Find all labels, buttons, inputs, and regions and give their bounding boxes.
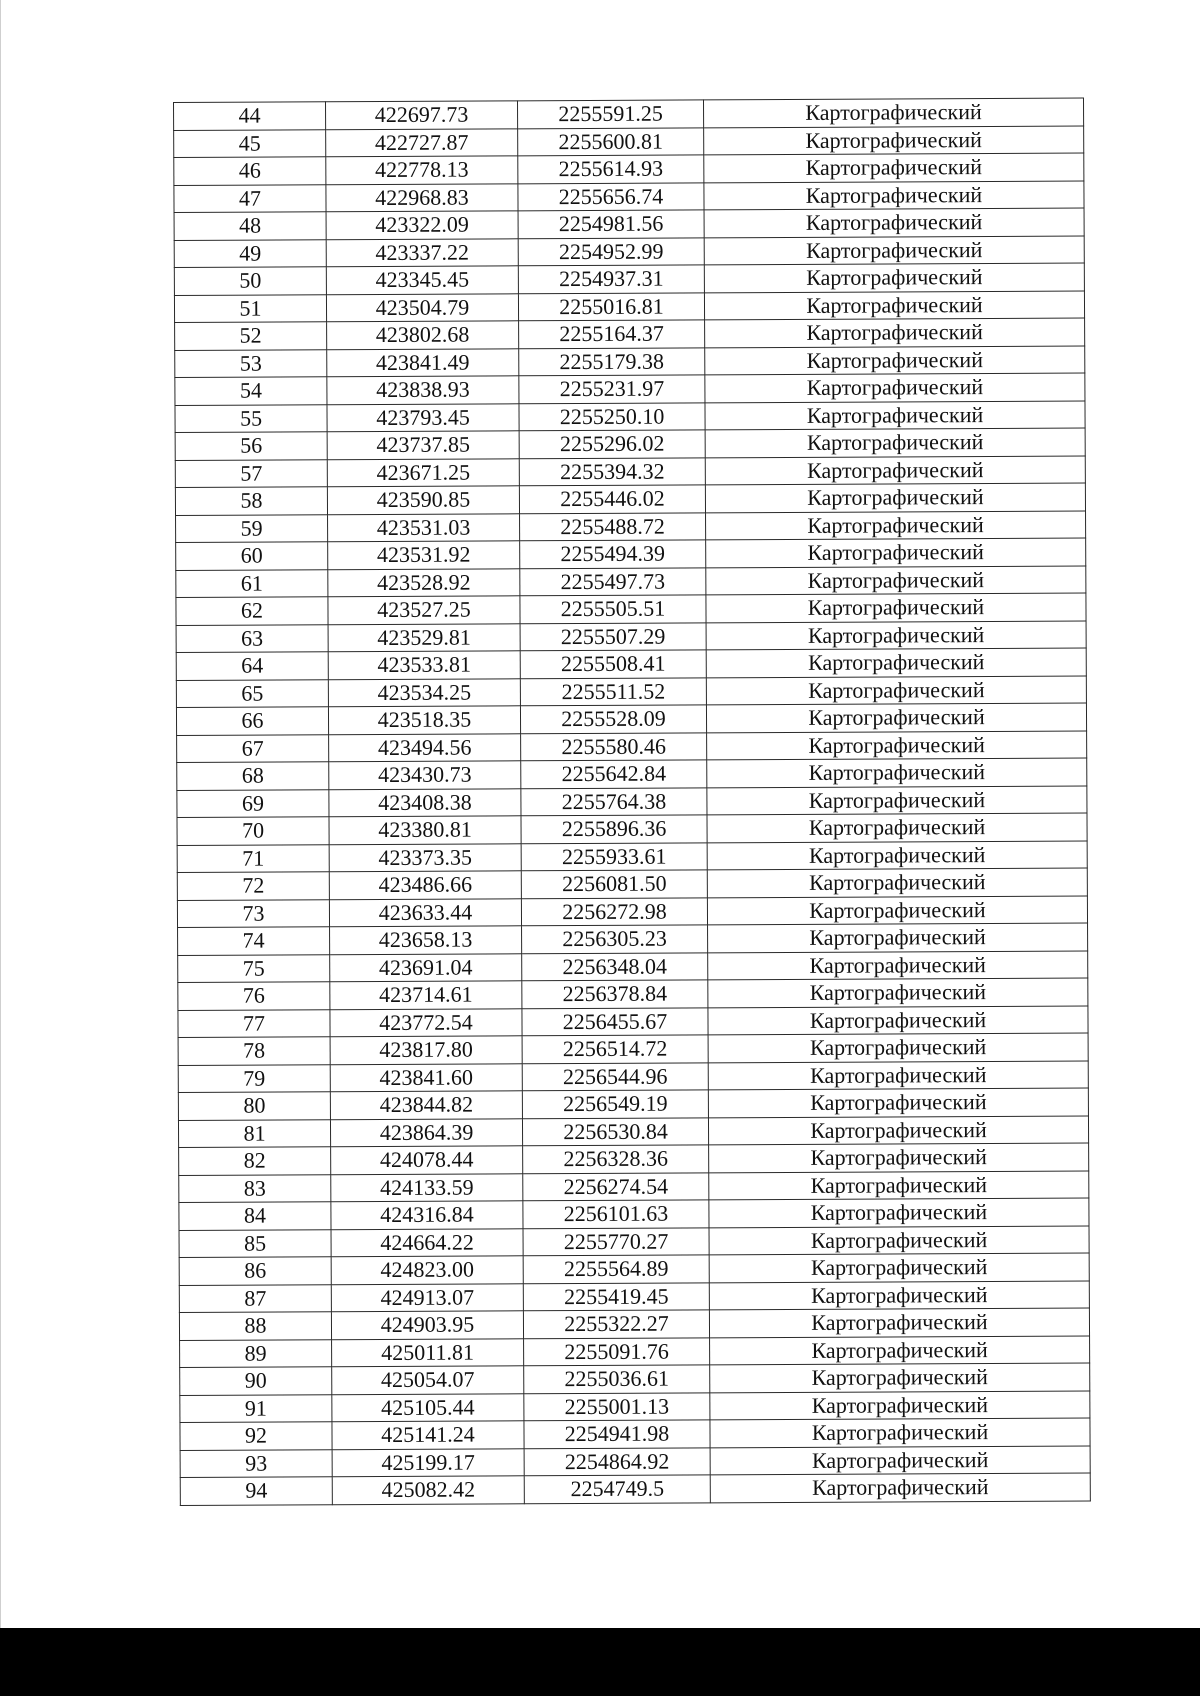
x-coordinate-cell: 425011.81: [332, 1338, 524, 1366]
x-coordinate-cell: 423590.85: [327, 486, 519, 514]
table-row: [180, 1418, 1090, 1450]
method-cell: Картографический: [710, 1473, 1090, 1502]
y-coordinate-cell: 2256272.98: [521, 897, 707, 925]
x-coordinate-cell: 423380.81: [329, 816, 521, 844]
method-cell: Картографический: [704, 236, 1084, 265]
method-cell: Картографический: [705, 483, 1085, 512]
x-coordinate-cell: 423486.66: [329, 871, 521, 899]
point-number-cell: 80: [178, 1092, 330, 1120]
x-coordinate-cell: 422727.87: [326, 128, 518, 156]
point-number-cell: 78: [178, 1037, 330, 1065]
method-cell: Картографический: [706, 538, 1086, 567]
method-cell: Картографический: [709, 1171, 1089, 1200]
y-coordinate-cell: 2255591.25: [517, 100, 703, 128]
method-cell: Картографический: [708, 1006, 1088, 1035]
point-number-cell: 93: [180, 1449, 332, 1477]
y-coordinate-cell: 2255001.13: [524, 1392, 710, 1420]
y-coordinate-cell: 2255091.76: [524, 1337, 710, 1365]
y-coordinate-cell: 2255494.39: [520, 540, 706, 568]
method-cell: Картографический: [706, 621, 1086, 650]
y-coordinate-cell: 2256549.19: [522, 1090, 708, 1118]
x-coordinate-cell: 423658.13: [330, 926, 522, 954]
point-number-cell: 49: [174, 239, 326, 267]
y-coordinate-cell: 2256455.67: [522, 1007, 708, 1035]
method-cell: Картографический: [709, 1143, 1089, 1172]
table-row: [175, 346, 1085, 378]
point-number-cell: 77: [178, 1009, 330, 1037]
method-cell: Картографический: [706, 511, 1086, 540]
coordinates-table-body: [174, 98, 1091, 1505]
x-coordinate-cell: 423529.81: [328, 623, 520, 651]
x-coordinate-cell: 423737.85: [327, 431, 519, 459]
x-coordinate-cell: 425141.24: [332, 1421, 524, 1449]
table-row: [178, 1006, 1088, 1038]
table-row: [179, 1253, 1089, 1285]
point-number-cell: 60: [176, 542, 328, 570]
y-coordinate-cell: 2255036.61: [524, 1365, 710, 1393]
x-coordinate-cell: 424316.84: [331, 1201, 523, 1229]
point-number-cell: 85: [179, 1229, 331, 1257]
method-cell: Картографический: [709, 1253, 1089, 1282]
point-number-cell: 81: [178, 1119, 330, 1147]
point-number-cell: 57: [175, 459, 327, 487]
method-cell: Картографический: [709, 1226, 1089, 1255]
table-row: [179, 1198, 1089, 1230]
x-coordinate-cell: 423337.22: [326, 238, 518, 266]
x-coordinate-cell: 423838.93: [327, 376, 519, 404]
method-cell: Картографический: [704, 263, 1084, 292]
table-row: [180, 1391, 1090, 1423]
method-cell: Картографический: [703, 98, 1083, 127]
y-coordinate-cell: 2254749.5: [524, 1475, 710, 1503]
table-row: [177, 786, 1087, 818]
point-number-cell: 84: [179, 1202, 331, 1230]
x-coordinate-cell: 424913.07: [331, 1283, 523, 1311]
table-row: [174, 263, 1084, 295]
x-coordinate-cell: 423841.60: [330, 1063, 522, 1091]
method-cell: Картографический: [710, 1391, 1090, 1420]
table-row: [179, 1171, 1089, 1203]
table-row: [175, 428, 1085, 460]
table-row: [178, 1061, 1088, 1093]
point-number-cell: 70: [177, 817, 329, 845]
table-row: [177, 758, 1087, 790]
y-coordinate-cell: 2256101.63: [523, 1200, 709, 1228]
table-row: [177, 841, 1087, 873]
x-coordinate-cell: 424903.95: [331, 1311, 523, 1339]
point-number-cell: 66: [176, 707, 328, 735]
method-cell: Картографический: [704, 291, 1084, 320]
method-cell: Картографический: [710, 1336, 1090, 1365]
point-number-cell: 72: [177, 872, 329, 900]
point-number-cell: 48: [174, 212, 326, 240]
method-cell: Картографический: [707, 786, 1087, 815]
x-coordinate-cell: 423633.44: [329, 898, 521, 926]
point-number-cell: 61: [176, 569, 328, 597]
y-coordinate-cell: 2254952.99: [518, 237, 704, 265]
point-number-cell: 69: [177, 789, 329, 817]
y-coordinate-cell: 2255250.10: [519, 402, 705, 430]
point-number-cell: 91: [180, 1394, 332, 1422]
y-coordinate-cell: 2255896.36: [521, 815, 707, 843]
y-coordinate-cell: 2255770.27: [523, 1227, 709, 1255]
method-cell: Картографический: [707, 841, 1087, 870]
table-row: [180, 1473, 1090, 1505]
table-row: [174, 181, 1084, 213]
point-number-cell: 54: [175, 377, 327, 405]
x-coordinate-cell: 423772.54: [330, 1008, 522, 1036]
point-number-cell: 79: [178, 1064, 330, 1092]
method-cell: Картографический: [709, 1198, 1089, 1227]
point-number-cell: 53: [175, 349, 327, 377]
point-number-cell: 58: [175, 487, 327, 515]
point-number-cell: 56: [175, 432, 327, 460]
table-row: [179, 1143, 1089, 1175]
method-cell: Картографический: [710, 1418, 1090, 1447]
point-number-cell: 63: [176, 624, 328, 652]
point-number-cell: 55: [175, 404, 327, 432]
y-coordinate-cell: 2255764.38: [521, 787, 707, 815]
x-coordinate-cell: 423430.73: [329, 761, 521, 789]
table-row: [177, 813, 1087, 845]
method-cell: Картографический: [705, 456, 1085, 485]
method-cell: Картографический: [708, 978, 1088, 1007]
table-row: [174, 153, 1084, 185]
table-row: [178, 1116, 1088, 1148]
y-coordinate-cell: 2255497.73: [520, 567, 706, 595]
x-coordinate-cell: 423714.61: [330, 981, 522, 1009]
table-row: [176, 648, 1086, 680]
table-row: [175, 401, 1085, 433]
table-row: [175, 318, 1085, 350]
coordinates-table: [173, 98, 1091, 1506]
x-coordinate-cell: 425054.07: [332, 1366, 524, 1394]
y-coordinate-cell: 2254864.92: [524, 1447, 710, 1475]
point-number-cell: 62: [176, 597, 328, 625]
method-cell: Картографический: [705, 373, 1085, 402]
x-coordinate-cell: 422778.13: [326, 156, 518, 184]
point-number-cell: 76: [178, 982, 330, 1010]
y-coordinate-cell: 2256514.72: [522, 1035, 708, 1063]
table-row: [178, 923, 1088, 955]
table-row: [179, 1308, 1089, 1340]
point-number-cell: 90: [180, 1367, 332, 1395]
y-coordinate-cell: 2255528.09: [520, 705, 706, 733]
point-number-cell: 52: [175, 322, 327, 350]
x-coordinate-cell: 423844.82: [330, 1091, 522, 1119]
table-row: [179, 1226, 1089, 1258]
y-coordinate-cell: 2255419.45: [523, 1282, 709, 1310]
method-cell: Картографический: [709, 1308, 1089, 1337]
x-coordinate-cell: 423802.68: [327, 321, 519, 349]
x-coordinate-cell: 423534.25: [328, 678, 520, 706]
point-number-cell: 74: [178, 927, 330, 955]
x-coordinate-cell: 425082.42: [332, 1476, 524, 1504]
y-coordinate-cell: 2256544.96: [522, 1062, 708, 1090]
table-row: [176, 593, 1086, 625]
x-coordinate-cell: 423531.03: [328, 513, 520, 541]
point-number-cell: 47: [174, 184, 326, 212]
method-cell: Картографический: [708, 1088, 1088, 1117]
table-row: [178, 951, 1088, 983]
x-coordinate-cell: 423322.09: [326, 211, 518, 239]
point-number-cell: 92: [180, 1422, 332, 1450]
x-coordinate-cell: 423528.92: [328, 568, 520, 596]
y-coordinate-cell: 2255505.51: [520, 595, 706, 623]
method-cell: Картографический: [705, 318, 1085, 347]
point-number-cell: 75: [178, 954, 330, 982]
x-coordinate-cell: 424664.22: [331, 1228, 523, 1256]
table-row: [180, 1336, 1090, 1368]
table-row: [174, 291, 1084, 323]
table-row: [177, 731, 1087, 763]
x-coordinate-cell: 423408.38: [329, 788, 521, 816]
method-cell: Картографический: [708, 951, 1088, 980]
method-cell: Картографический: [705, 428, 1085, 457]
x-coordinate-cell: 424133.59: [331, 1173, 523, 1201]
point-number-cell: 86: [179, 1257, 331, 1285]
x-coordinate-cell: 422968.83: [326, 183, 518, 211]
method-cell: Картографический: [706, 593, 1086, 622]
y-coordinate-cell: 2254981.56: [518, 210, 704, 238]
point-number-cell: 87: [179, 1284, 331, 1312]
y-coordinate-cell: 2255507.29: [520, 622, 706, 650]
table-row: [176, 703, 1086, 735]
x-coordinate-cell: 423494.56: [329, 733, 521, 761]
y-coordinate-cell: 2255580.46: [521, 732, 707, 760]
method-cell: Картографический: [704, 208, 1084, 237]
y-coordinate-cell: 2255642.84: [521, 760, 707, 788]
y-coordinate-cell: 2255179.38: [519, 347, 705, 375]
table-row: [175, 373, 1085, 405]
point-number-cell: 51: [174, 294, 326, 322]
y-coordinate-cell: 2256328.36: [523, 1145, 709, 1173]
point-number-cell: 59: [176, 514, 328, 542]
method-cell: Картографический: [706, 648, 1086, 677]
table-row: [174, 208, 1084, 240]
y-coordinate-cell: 2255600.81: [518, 127, 704, 155]
x-coordinate-cell: 423793.45: [327, 403, 519, 431]
y-coordinate-cell: 2255016.81: [518, 292, 704, 320]
method-cell: Картографический: [710, 1363, 1090, 1392]
point-number-cell: 65: [176, 679, 328, 707]
y-coordinate-cell: 2255322.27: [523, 1310, 709, 1338]
method-cell: Картографический: [709, 1281, 1089, 1310]
method-cell: Картографический: [705, 401, 1085, 430]
x-coordinate-cell: 422697.73: [326, 101, 518, 129]
method-cell: Картографический: [706, 703, 1086, 732]
x-coordinate-cell: 423841.49: [327, 348, 519, 376]
x-coordinate-cell: 423527.25: [328, 596, 520, 624]
x-coordinate-cell: 423345.45: [326, 266, 518, 294]
y-coordinate-cell: 2255656.74: [518, 182, 704, 210]
x-coordinate-cell: 424078.44: [331, 1146, 523, 1174]
method-cell: Картографический: [707, 813, 1087, 842]
y-coordinate-cell: 2256274.54: [523, 1172, 709, 1200]
y-coordinate-cell: 2255488.72: [520, 512, 706, 540]
method-cell: Картографический: [705, 346, 1085, 375]
y-coordinate-cell: 2255564.89: [523, 1255, 709, 1283]
y-coordinate-cell: 2255296.02: [519, 430, 705, 458]
y-coordinate-cell: 2255164.37: [519, 320, 705, 348]
table-row: [176, 621, 1086, 653]
table-row: [176, 538, 1086, 570]
y-coordinate-cell: 2256081.50: [521, 870, 707, 898]
method-cell: Картографический: [708, 1033, 1088, 1062]
table-row: [174, 98, 1084, 130]
point-number-cell: 68: [177, 762, 329, 790]
table-row: [177, 896, 1087, 928]
table-row: [180, 1446, 1090, 1478]
table-row: [178, 1088, 1088, 1120]
method-cell: Картографический: [707, 758, 1087, 787]
method-cell: Картографический: [706, 566, 1086, 595]
table-row: [177, 868, 1087, 900]
x-coordinate-cell: 423864.39: [330, 1118, 522, 1146]
table-row: [180, 1363, 1090, 1395]
table-row: [175, 456, 1085, 488]
table-row: [176, 676, 1086, 708]
table-row: [174, 236, 1084, 268]
point-number-cell: 82: [179, 1147, 331, 1175]
point-number-cell: 46: [174, 157, 326, 185]
method-cell: Картографический: [704, 126, 1084, 155]
method-cell: Картографический: [710, 1446, 1090, 1475]
point-number-cell: 73: [177, 899, 329, 927]
method-cell: Картографический: [707, 868, 1087, 897]
table-row: [178, 978, 1088, 1010]
x-coordinate-cell: 423518.35: [328, 706, 520, 734]
table-row: [174, 126, 1084, 158]
method-cell: Картографический: [708, 923, 1088, 952]
y-coordinate-cell: 2255394.32: [519, 457, 705, 485]
table-row: [176, 511, 1086, 543]
point-number-cell: 50: [174, 267, 326, 295]
x-coordinate-cell: 423531.92: [328, 541, 520, 569]
scan-bottom-border: [0, 1628, 1200, 1696]
method-cell: Картографический: [707, 896, 1087, 925]
method-cell: Картографический: [704, 181, 1084, 210]
point-number-cell: 88: [179, 1312, 331, 1340]
x-coordinate-cell: 423504.79: [326, 293, 518, 321]
point-number-cell: 67: [177, 734, 329, 762]
y-coordinate-cell: 2255446.02: [519, 485, 705, 513]
y-coordinate-cell: 2256530.84: [522, 1117, 708, 1145]
y-coordinate-cell: 2256348.04: [522, 952, 708, 980]
x-coordinate-cell: 424823.00: [331, 1256, 523, 1284]
y-coordinate-cell: 2256305.23: [522, 925, 708, 953]
point-number-cell: 44: [174, 102, 326, 130]
table-row: [175, 483, 1085, 515]
y-coordinate-cell: 2255933.61: [521, 842, 707, 870]
y-coordinate-cell: 2255508.41: [520, 650, 706, 678]
y-coordinate-cell: 2255614.93: [518, 155, 704, 183]
x-coordinate-cell: 425199.17: [332, 1448, 524, 1476]
x-coordinate-cell: 423533.81: [328, 651, 520, 679]
y-coordinate-cell: 2255231.97: [519, 375, 705, 403]
method-cell: Картографический: [708, 1061, 1088, 1090]
point-number-cell: 71: [177, 844, 329, 872]
point-number-cell: 94: [180, 1477, 332, 1505]
table-row: [179, 1281, 1089, 1313]
table-row: [178, 1033, 1088, 1065]
y-coordinate-cell: 2255511.52: [520, 677, 706, 705]
y-coordinate-cell: 2256378.84: [522, 980, 708, 1008]
table-row: [176, 566, 1086, 598]
y-coordinate-cell: 2254937.31: [518, 265, 704, 293]
method-cell: Картографический: [708, 1116, 1088, 1145]
point-number-cell: 64: [176, 652, 328, 680]
method-cell: Картографический: [707, 731, 1087, 760]
x-coordinate-cell: 423671.25: [327, 458, 519, 486]
x-coordinate-cell: 423691.04: [330, 953, 522, 981]
x-coordinate-cell: 425105.44: [332, 1393, 524, 1421]
point-number-cell: 45: [174, 129, 326, 157]
x-coordinate-cell: 423817.80: [330, 1036, 522, 1064]
point-number-cell: 83: [179, 1174, 331, 1202]
y-coordinate-cell: 2254941.98: [524, 1420, 710, 1448]
method-cell: Картографический: [704, 153, 1084, 182]
point-number-cell: 89: [180, 1339, 332, 1367]
x-coordinate-cell: 423373.35: [329, 843, 521, 871]
method-cell: Картографический: [706, 676, 1086, 705]
